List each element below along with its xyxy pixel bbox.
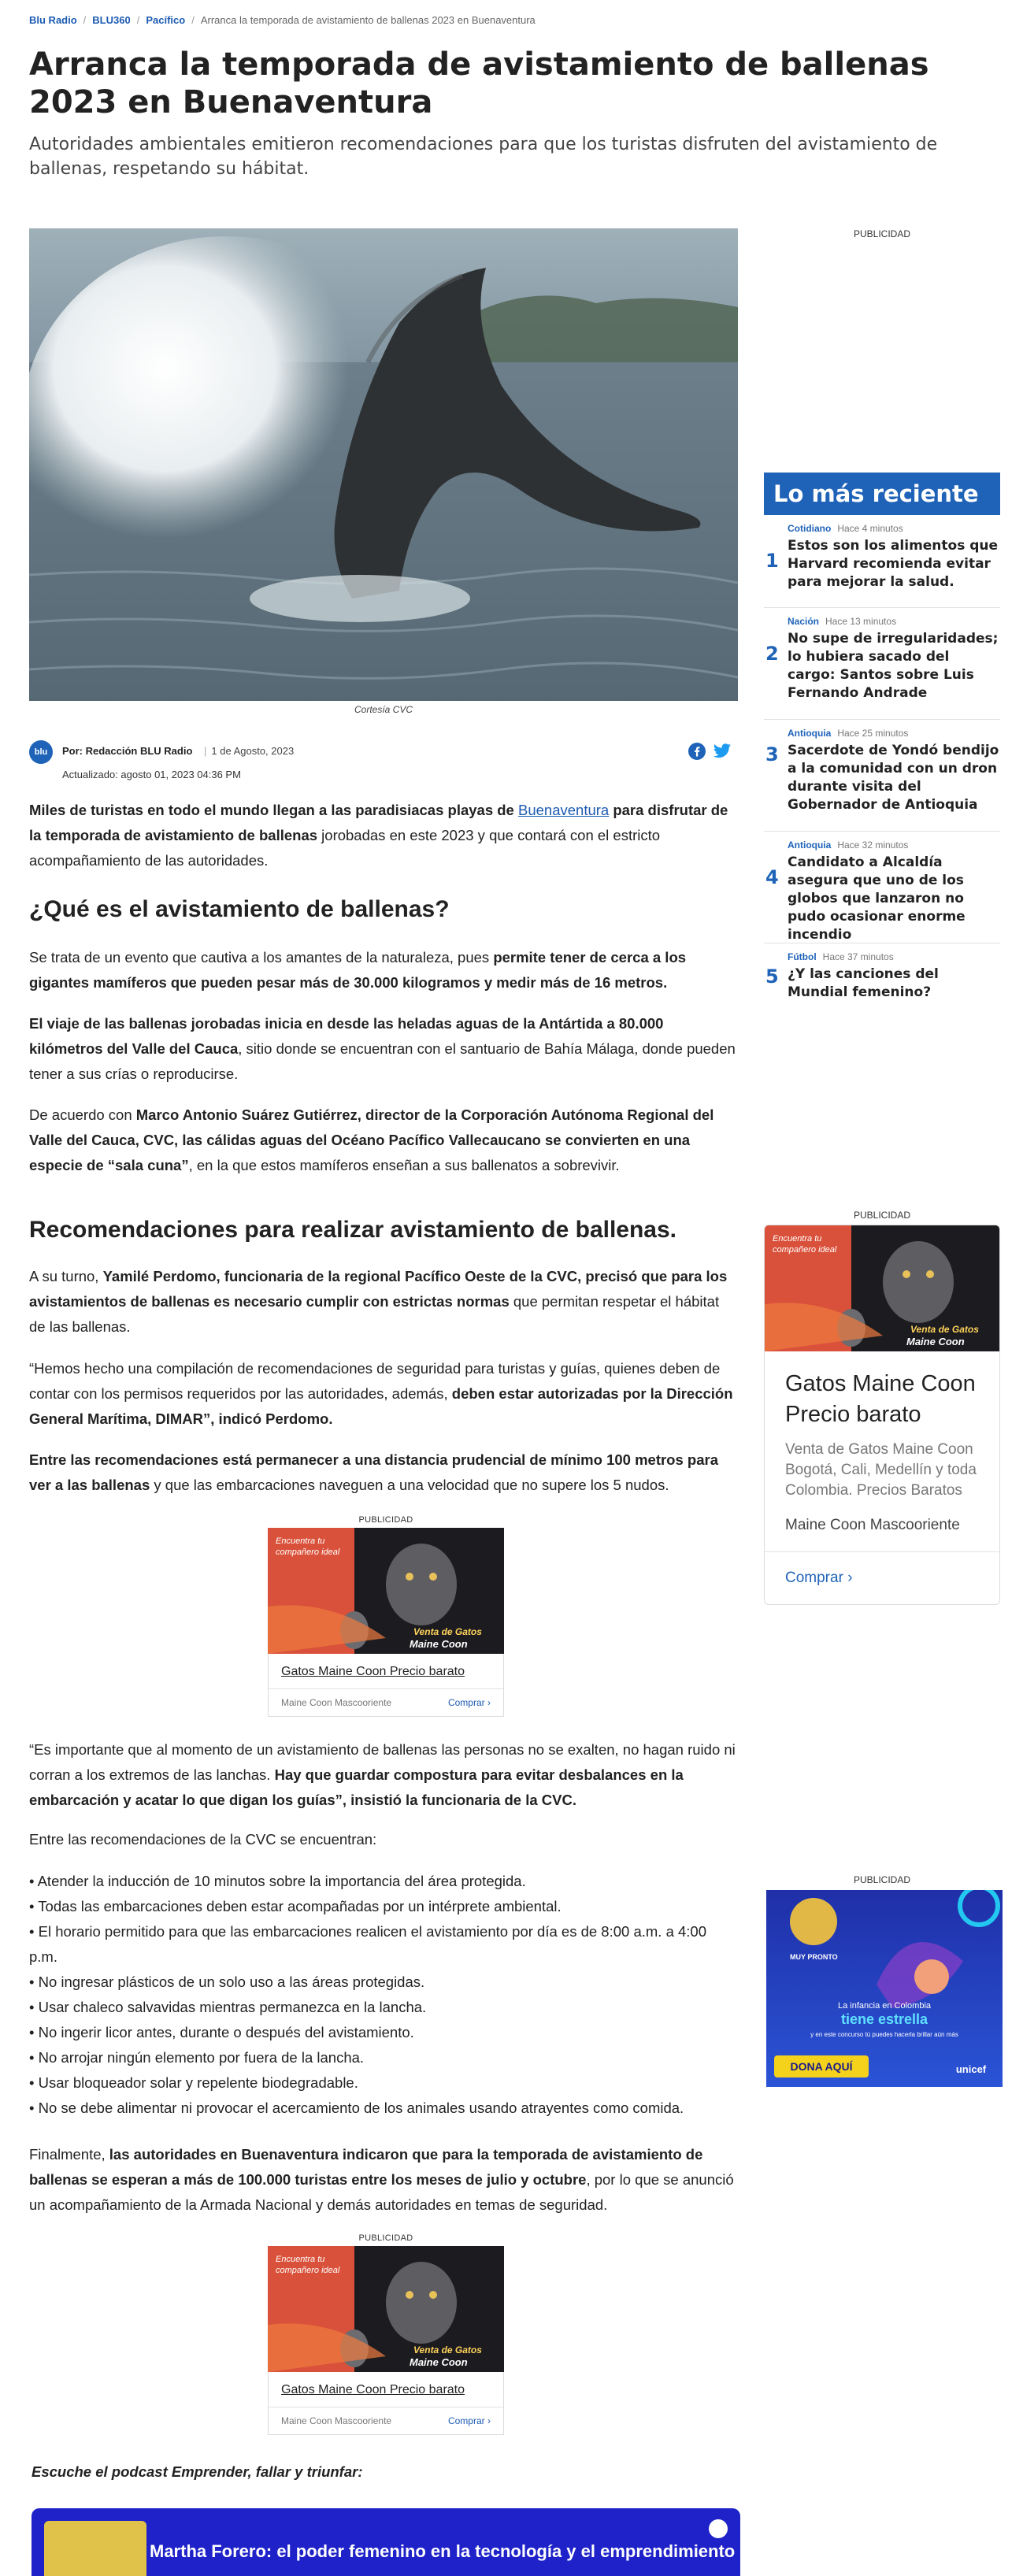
item-time: Hace 37 minutos <box>822 951 894 962</box>
paragraph-7 <box>29 1447 738 1498</box>
ad-sponsor: Maine Coon Mascooriente <box>281 1697 392 1708</box>
twitter-icon[interactable] <box>713 742 732 761</box>
recommendations-list <box>29 1869 738 2121</box>
item-time: Hace 4 minutos <box>837 523 903 534</box>
ad-title[interactable]: Gatos Maine Coon Precio barato <box>785 1371 976 1427</box>
ad-card <box>268 1654 504 1717</box>
text: , por lo que se anunció un acompañamiento de la Armada Nacional y demás autoridades en temas de seguridad. <box>29 2171 734 2213</box>
item-title[interactable]: ¿Y las canciones del Mundial femenino? <box>788 966 939 1000</box>
byline <box>29 740 738 788</box>
ad-label: PUBLICIDAD <box>853 228 911 239</box>
ad-text: Encuentra tu <box>276 2255 325 2264</box>
breadcrumb-separator: / <box>191 14 195 26</box>
breadcrumb <box>29 14 536 26</box>
ad-text: tiene estrella <box>840 2011 928 2027</box>
text: , en la que estos mamíferos enseñan a sus ballenatos a sobrevivir. <box>188 1157 620 1173</box>
text: Finalmente, <box>29 2146 109 2163</box>
list-item[interactable] <box>764 943 1000 1014</box>
ad-banner-image[interactable] <box>765 1225 999 1351</box>
item-meta <box>788 951 1000 962</box>
paragraph-9: Entre las recomendaciones de la CVC se encuentran: <box>29 1831 377 1848</box>
ad-text: Venta de Gatos <box>413 2344 482 2355</box>
ad-buy-label: Comprar <box>785 1570 843 1586</box>
item-number: 3 <box>765 743 779 765</box>
text-bold: Yamilé Perdomo, funcionaria de la regional Pacífico Oeste de la CVC, precisó que para los avistamientos de ballenas es necesario cumplir con estrictas normas <box>29 1268 728 1310</box>
facebook-icon[interactable] <box>688 742 706 761</box>
ad-footer <box>269 2407 503 2434</box>
item-time: Hace 25 minutos <box>837 728 909 739</box>
paragraph-8 <box>29 1737 738 1813</box>
ad-text: Encuentra tu <box>276 1536 325 1546</box>
text-bold: Marco Antonio Suárez Gutiérrez, director de la Corporación Autónoma Regional del Valle del Cauca, CVC, las cálidas aguas del Océano Pacífico Vallecaucano se convierten en una especie de “sala cuna” <box>29 1106 714 1173</box>
breadcrumb-blu-radio[interactable]: Blu Radio <box>29 14 77 26</box>
inline-ad-1 <box>268 1515 504 1717</box>
chevron-right-icon: › <box>487 2415 491 2426</box>
item-number: 1 <box>765 550 779 572</box>
text-bold: las autoridades en Buenaventura indicaron que para la temporada de avistamiento de ballenas se esperan a más de 100.000 turistas entre los meses de julio y octubre <box>29 2146 703 2188</box>
breadcrumb-separator: / <box>83 14 87 26</box>
ad-text: Venta de Gatos <box>910 1324 979 1335</box>
text-bold: para disfrutar de la temporada de avistamiento de ballenas <box>29 802 728 843</box>
list-item[interactable] <box>764 515 1000 608</box>
list-item[interactable] <box>764 608 1000 720</box>
item-title[interactable]: No supe de irregularidades; lo hubiera sacado del cargo: Santos sobre Luis Fernando Andrade <box>788 631 999 701</box>
text: que permitan respetar el hábitat de las ballenas. <box>29 1293 720 1335</box>
hero-image-whale-tail <box>29 228 738 701</box>
item-meta <box>788 728 1000 739</box>
text: “Es importante que al momento de un avistamiento de ballenas las personas no se exalten, no hagan ruido ni corran a los extremos de las lanchas. <box>29 1741 736 1783</box>
ad-text: y en este concurso tú puedes hacerla brillar aún más <box>810 2031 958 2038</box>
text-bold: Hay que guardar compostura para evitar desbalances en la embarcación y acatar lo que digan los guías”, insistió la funcionaria de la CVC. <box>29 1766 684 1808</box>
item-meta <box>788 523 1000 534</box>
text: y que las embarcaciones naveguen a una velocidad que no supere los 5 nudos. <box>150 1477 669 1493</box>
item-title[interactable]: Sacerdote de Yondó bendijo a la comunidad con un dron durante visita del Gobernador de Antioquia <box>788 743 999 813</box>
list-item: • No se debe alimentar ni provocar el acercamiento de los animales usando atrayentes como comida. <box>29 2100 684 2116</box>
item-meta <box>788 840 1000 851</box>
most-recent-widget <box>764 473 1000 1014</box>
unicef-ad-banner[interactable] <box>766 1890 1003 2087</box>
ad-text: unicef <box>955 2063 987 2075</box>
ad-sponsor: Maine Coon Mascooriente <box>785 1517 960 1533</box>
list-item: • Usar chaleco salvavidas mientras permanezca en la lancha. <box>29 1999 427 2015</box>
ad-banner-image[interactable] <box>268 2246 504 2372</box>
text: , sitio donde se encuentran con el santuario de Bahía Málaga, donde pueden tener a sus crías o reproducirse. <box>29 1040 736 1082</box>
inline-ad-2 <box>268 2233 504 2435</box>
item-category[interactable]: Antioquia <box>788 840 832 851</box>
ad-label: PUBLICIDAD <box>358 1515 413 1525</box>
ad-footer <box>269 1689 503 1716</box>
ad-text: Maine Coon <box>410 1638 468 1650</box>
paragraph-6 <box>29 1356 738 1432</box>
ad-label: PUBLICIDAD <box>358 2233 413 2243</box>
list-item[interactable] <box>764 720 1000 832</box>
item-time: Hace 13 minutos <box>825 616 897 627</box>
list-item: • No ingresar plásticos de un solo uso a las áreas protegidas. <box>29 1974 425 1990</box>
list-item: • Atender la inducción de 10 minutos sobre la importancia del área protegida. <box>29 1873 526 1889</box>
text-bold: permite tener de cerca a los gigantes mamíferos que pueden pesar más de 30.000 kilogramos y medir más de 16 metros. <box>29 949 687 991</box>
ad-text: Encuentra tu <box>773 1234 822 1244</box>
article-title: Arranca la temporada de avistamiento de ballenas 2023 en Buenaventura <box>29 46 929 120</box>
item-number: 5 <box>765 966 779 988</box>
updated-date: Actualizado: agosto 01, 2023 04:36 PM <box>62 769 241 780</box>
ad-text: MUY PRONTO <box>790 1953 838 1961</box>
ad-label: PUBLICIDAD <box>853 1210 911 1221</box>
list-item: • El horario permitido para que las embarcaciones realicen el avistamiento por día es de 8:00 a.m. a 4:00 p.m. <box>29 1923 707 1965</box>
chevron-right-icon: › <box>847 1570 853 1586</box>
ad-title-link[interactable]: Gatos Maine Coon Precio barato <box>269 1654 503 1689</box>
text: “Hemos hecho una compilación de recomendaciones de seguridad para turistas y guías, quienes deben de contar con los permisos requeridos por las autoridades, además, <box>29 1360 721 1402</box>
most-recent-title: Lo más reciente <box>764 473 1000 515</box>
item-number: 4 <box>765 866 779 888</box>
item-meta <box>788 616 1000 627</box>
chevron-right-icon: › <box>487 1697 491 1708</box>
ad-buy-label: Comprar <box>447 1697 485 1708</box>
list-item[interactable] <box>764 832 1000 943</box>
text-bold: Entre las recomendaciones está permanecer a una distancia prudencial de mínimo 100 metros para ver a las ballenas <box>29 1451 718 1493</box>
section-heading-2: Recomendaciones para realizar avistamiento de ballenas. <box>29 1217 677 1243</box>
ad-buy-link[interactable] <box>448 2415 491 2426</box>
item-time: Hace 32 minutos <box>837 840 909 851</box>
ad-sponsor: Maine Coon Mascooriente <box>281 2415 392 2426</box>
ad-text: compañero ideal <box>276 2266 340 2275</box>
image-caption: Cortesía CVC <box>354 704 413 715</box>
paragraph-4 <box>29 1103 738 1178</box>
paragraph-1 <box>29 798 738 873</box>
text: A su turno, <box>29 1268 103 1284</box>
text: Se trata de un evento que cautiva a los amantes de la naturaleza, pues <box>29 949 494 966</box>
ad-buy-link[interactable] <box>765 1551 999 1604</box>
text-bold: El viaje de las ballenas jorobadas inicia en desde las heladas aguas de la Antártida a 80.000 kilómetros del Valle del Cauca <box>29 1015 664 1057</box>
item-category[interactable]: Fútbol <box>788 951 817 962</box>
breadcrumb-blu360[interactable]: BLU360 <box>92 14 131 26</box>
item-category[interactable]: Nación <box>788 616 820 627</box>
share-buttons <box>688 742 732 761</box>
ad-title-link[interactable]: Gatos Maine Coon Precio barato <box>269 2372 503 2407</box>
ad-text: Venta de Gatos <box>413 1626 482 1637</box>
ad-buy-link[interactable] <box>448 1697 491 1708</box>
section-heading-1: ¿Qué es el avistamiento de ballenas? <box>29 896 450 922</box>
author-avatar: blu <box>29 740 53 764</box>
breadcrumb-pacifico[interactable]: Pacífico <box>146 14 186 26</box>
ad-banner-image[interactable] <box>268 1528 504 1654</box>
paragraph-3 <box>29 1011 738 1087</box>
item-category[interactable]: Cotidiano <box>788 523 832 534</box>
item-number: 2 <box>765 643 779 665</box>
ad-text: compañero ideal <box>276 1547 340 1557</box>
text: De acuerdo con <box>29 1106 136 1123</box>
podcast-cover <box>44 2521 146 2576</box>
ad-text: compañero ideal <box>773 1245 837 1255</box>
text: jorobadas en este 2023 y que contará con el estricto acompañamiento de las autoridades. <box>29 827 661 869</box>
list-item: • Todas las embarcaciones deben estar acompañadas por un intérprete ambiental. <box>29 1898 562 1914</box>
item-category[interactable]: Antioquia <box>788 728 832 739</box>
item-title[interactable]: Candidato a Alcaldía asegura que uno de los globos que lanzaron no pudo ocasionar enorme incendio <box>788 854 966 943</box>
paragraph-2 <box>29 945 738 995</box>
breadcrumb-separator: / <box>136 14 140 26</box>
podcast-player[interactable] <box>32 2508 740 2576</box>
ad-buy-label: Comprar <box>447 2415 485 2426</box>
podcast-label: Escuche el podcast Emprender, fallar y triunfar: <box>32 2463 363 2480</box>
ad-label: PUBLICIDAD <box>853 1874 911 1885</box>
link-buenaventura[interactable]: Buenaventura <box>518 802 610 818</box>
text-bold: Miles de turistas en todo el mundo llegan a las paradisiacas playas de <box>29 802 518 818</box>
author-name[interactable]: Por: Redacción BLU Radio <box>62 745 193 757</box>
list-item: • Usar bloqueador solar y repelente biodegradable. <box>29 2074 358 2091</box>
donate-button[interactable]: DONA AQUÍ <box>790 2060 853 2073</box>
ad-text: Maine Coon <box>906 1336 965 1347</box>
item-title[interactable]: Estos son los alimentos que Harvard recomienda evitar para mejorar la salud. <box>788 538 999 590</box>
paragraph-5 <box>29 1264 738 1340</box>
sidebar-ad[interactable] <box>764 1225 1000 1605</box>
spotify-icon[interactable] <box>709 2519 728 2538</box>
breadcrumb-current: Arranca la temporada de avistamiento de ballenas 2023 en Buenaventura <box>200 14 536 26</box>
ad-card <box>268 2372 504 2435</box>
ad-text: La infancia en Colombia <box>837 2001 932 2011</box>
article-subtitle: Autoridades ambientales emitieron recomendaciones para que los turistas disfruten del avistamiento de ballenas, respetando su hábitat. <box>29 135 938 179</box>
list-item: • No ingerir licor antes, durante o después del avistamiento. <box>29 2024 414 2040</box>
publish-date: | 1 de Agosto, 2023 <box>204 745 294 757</box>
text-bold: deben estar autorizadas por la Dirección General Marítima, DIMAR”, indicó Perdomo. <box>29 1385 733 1427</box>
podcast-title: Martha Forero: el poder femenino en la tecnología y el emprendimiento <box>150 2541 736 2561</box>
ad-text: Maine Coon <box>410 2356 468 2368</box>
ad-description: Venta de Gatos Maine Coon Bogotá, Cali, Medellín y toda Colombia. Precios Baratos <box>785 1441 977 1499</box>
paragraph-10 <box>29 2142 738 2218</box>
list-item: • No arrojar ningún elemento por fuera de la lancha. <box>29 2049 365 2066</box>
